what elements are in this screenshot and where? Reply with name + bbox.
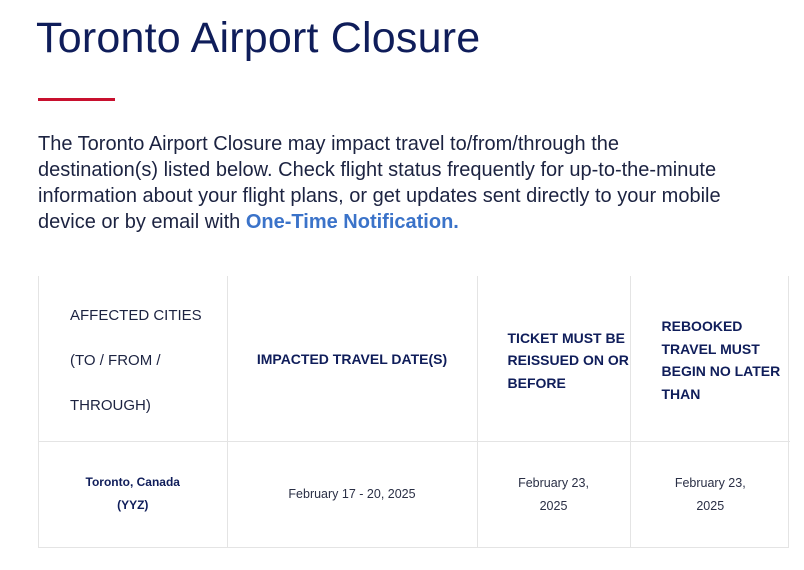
city-name: Toronto, Canada [85,475,180,490]
header-impacted-dates: IMPACTED TRAVEL DATE(S) [227,276,477,441]
table-row [39,441,790,547]
header-cities-line-2: (TO / FROM / [70,351,161,369]
airport-code: (YYZ) [117,498,149,513]
rebook-deadline-cell [630,441,790,547]
intro-paragraph [38,131,728,235]
rebook-date-line-1: February 23, [674,475,746,490]
intro-text: The Toronto Airport Closure may impact travel to/from/through the destination(s) listed below. Check flight status frequently for up-to-the-minute information about your flight plans, or get updates sent directly to your mobile device or by email with [38,133,721,233]
ticket-date-line-1: February 23, [518,475,589,490]
header-affected-cities [39,276,227,441]
header-cities-line-3: THROUGH) [70,396,151,414]
header-rebooked-travel: REBOOKED TRAVEL MUST BEGIN NO LATER THAN [661,318,781,402]
page-title: Toronto Airport Closure [36,14,481,62]
affected-cities-table [38,276,789,548]
header-ticket-reissue: TICKET MUST BE REISSUED ON OR BEFORE [477,276,630,441]
rebook-date-line-2: 2025 [696,498,725,513]
table-header-row [39,276,790,441]
header-cities-line-1: AFFECTED CITIES [70,306,202,324]
city-cell [39,441,227,547]
ticket-date-line-2: 2025 [539,498,568,513]
title-accent-divider [38,98,115,101]
ticket-reissue-cell [477,441,630,547]
impacted-dates-cell: February 17 - 20, 2025 [227,441,477,547]
one-time-notification-link[interactable]: One-Time Notification. [245,211,459,233]
